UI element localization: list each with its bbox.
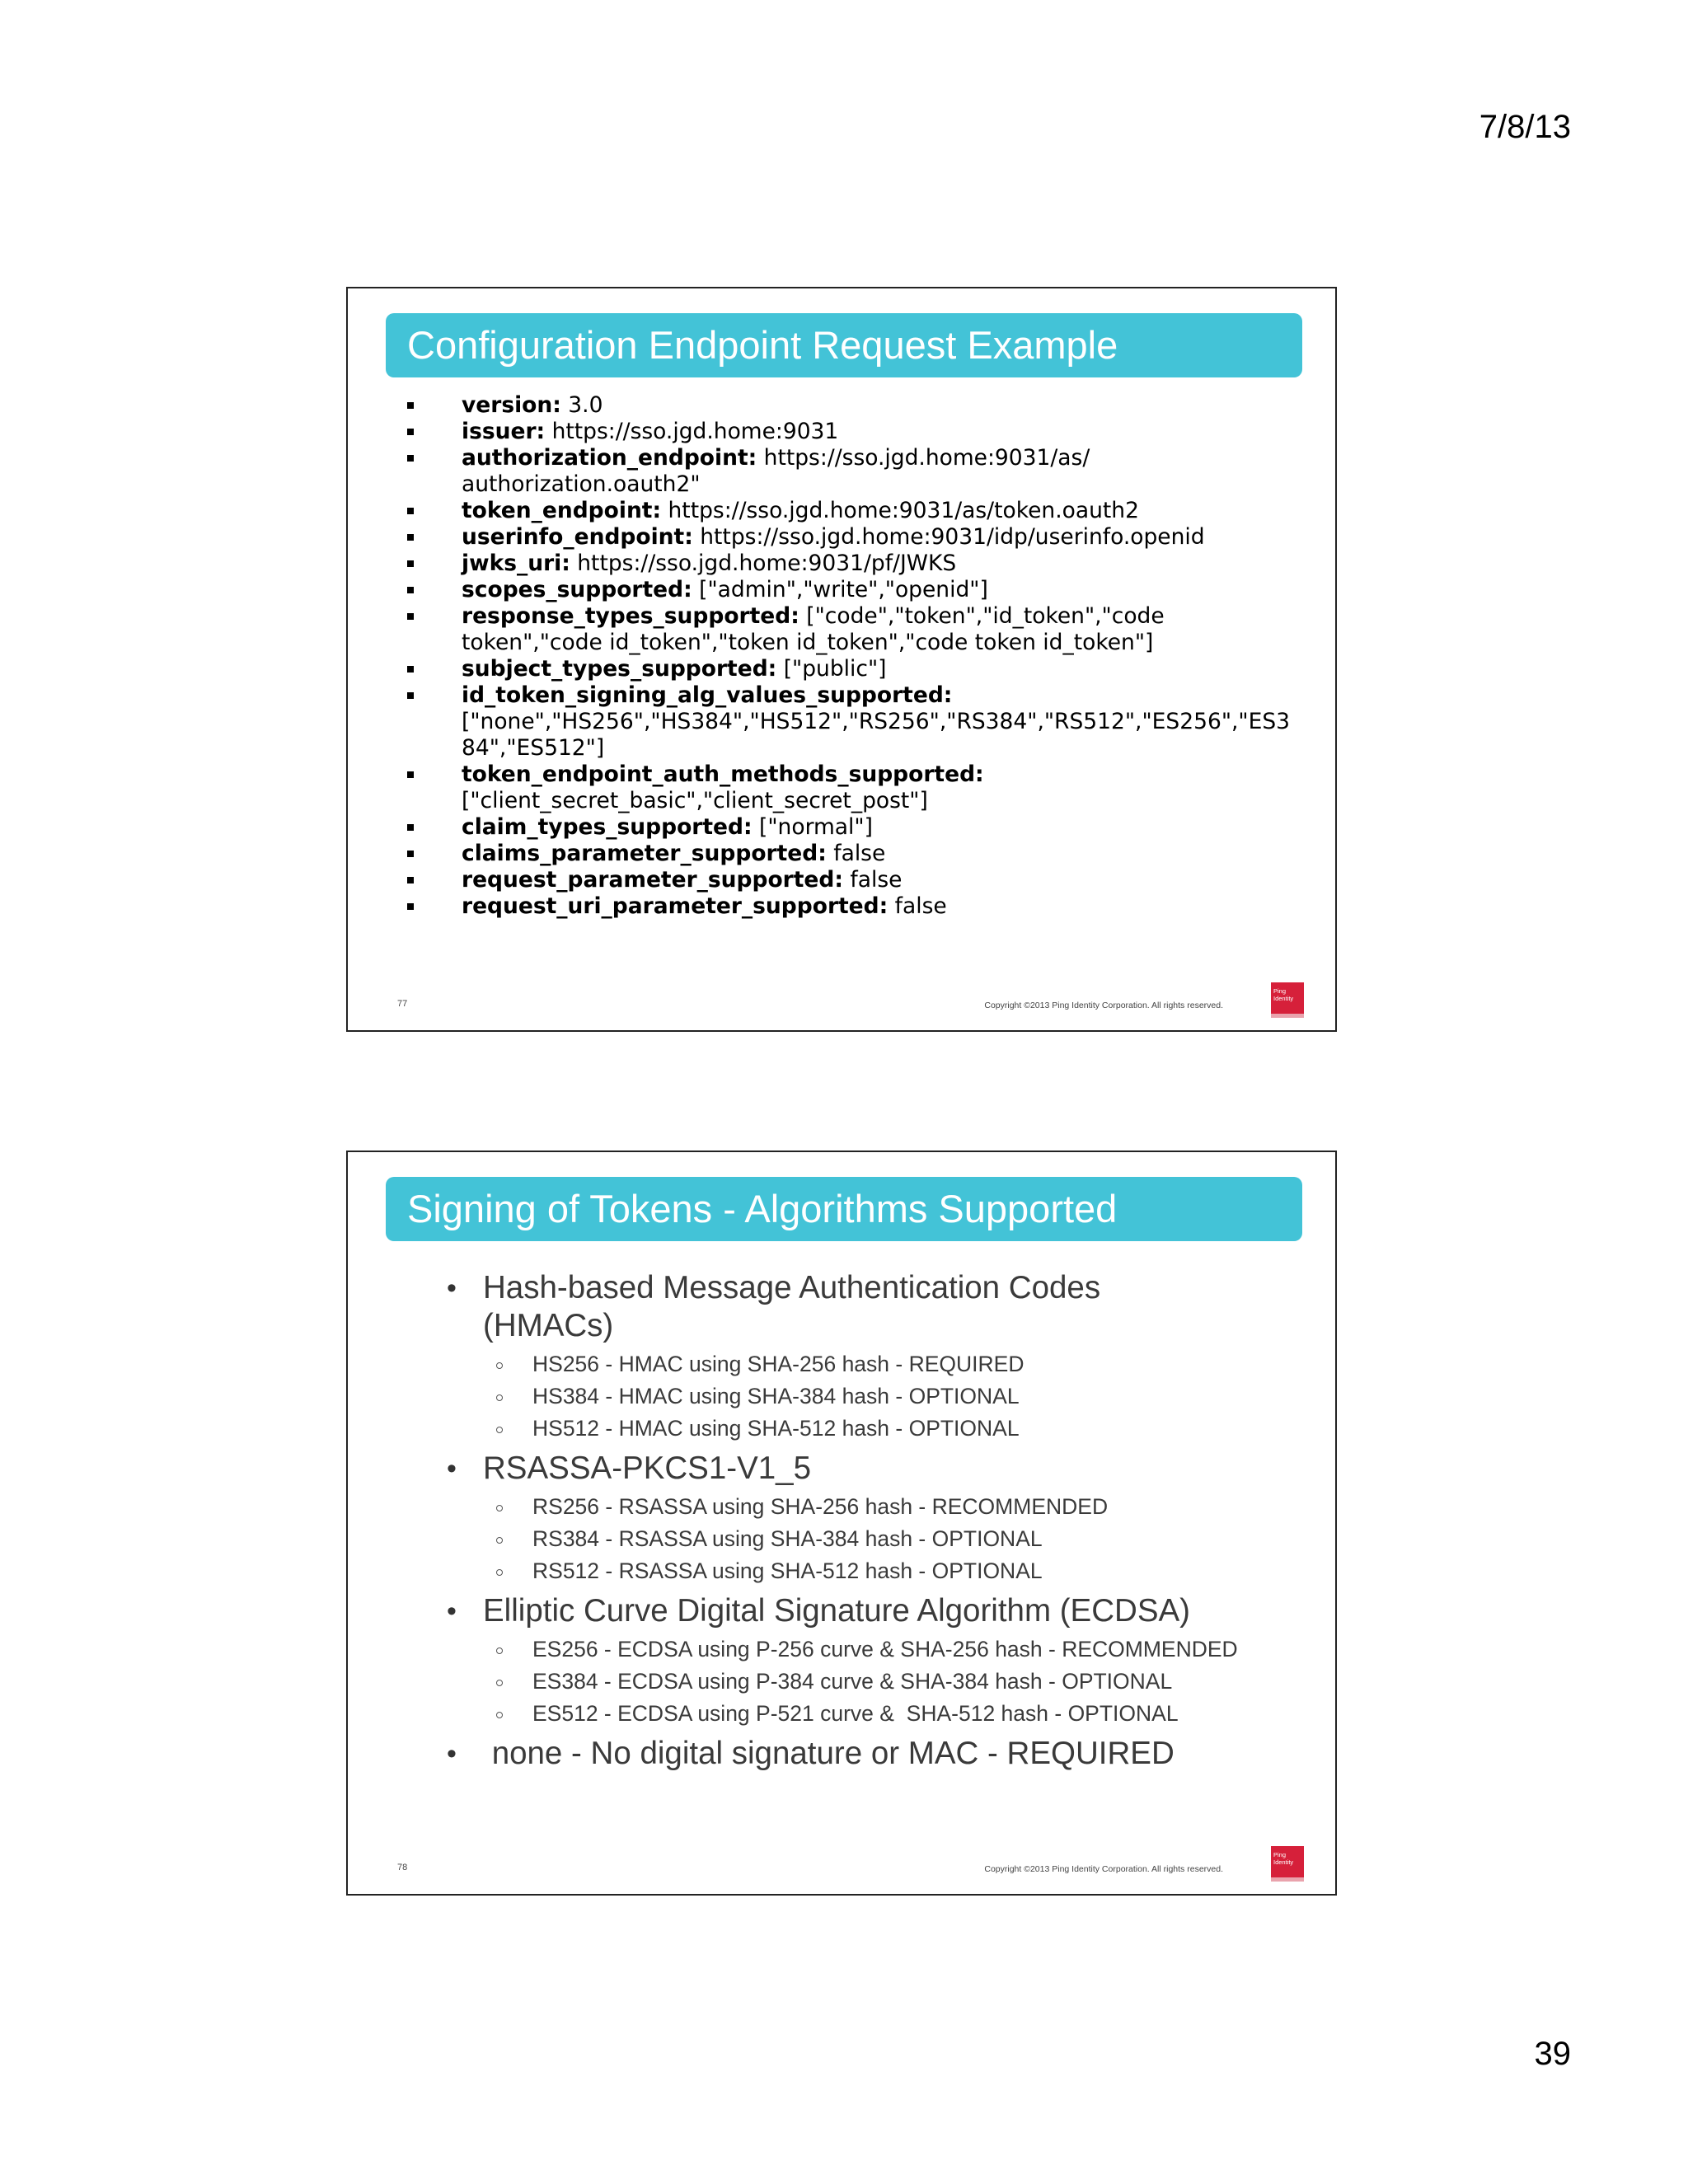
algorithm-item-text: ES384 - ECDSA using P-384 curve & SHA-384 hash - OPTIONAL [532, 1669, 1173, 1694]
config-field-item [407, 867, 1306, 893]
ping-identity-logo [1271, 982, 1304, 1014]
circle-bullet-icon [496, 1505, 503, 1511]
algorithm-item-text: HS512 - HMAC using SHA-512 hash - OPTIONAL [532, 1416, 1020, 1441]
algorithm-item [483, 1666, 1304, 1698]
config-field-key: request_uri_parameter_supported: [462, 893, 889, 919]
algorithm-item-text: RS256 - RSASSA using SHA-256 hash - RECOMMENDED [532, 1494, 1109, 1519]
circle-bullet-icon [496, 1647, 503, 1654]
algorithm-item [483, 1348, 1304, 1380]
config-field-key: response_types_supported: [462, 603, 799, 629]
bullet-icon: • [447, 1596, 457, 1627]
page-date: 7/8/13 [1479, 109, 1571, 145]
slide-signing-algorithms [346, 1151, 1337, 1896]
config-field-item [407, 603, 1306, 656]
circle-bullet-icon [496, 1427, 503, 1433]
logo-text-line2: Identity [1273, 1858, 1294, 1866]
algorithm-list [447, 1269, 1304, 1774]
config-field-item [407, 419, 1306, 445]
config-field-item [407, 893, 1306, 920]
config-field-key: claim_types_supported: [462, 814, 753, 840]
logo-reflection [1271, 1877, 1304, 1882]
algorithm-sublist [483, 1491, 1304, 1587]
square-bullet-icon [407, 771, 414, 778]
algorithm-item-text: HS256 - HMAC using SHA-256 hash - REQUIRED [532, 1352, 1025, 1376]
algorithm-item [483, 1380, 1304, 1413]
config-field-value: 84","ES512"] [462, 735, 605, 761]
square-bullet-icon [407, 903, 414, 910]
config-field-item [407, 682, 1306, 762]
slide-configuration-endpoint [346, 287, 1337, 1032]
square-bullet-icon [407, 587, 414, 593]
copyright-notice: Copyright ©2013 Ping Identity Corporation. All rights reserved. [984, 1001, 1223, 1010]
config-field-item [407, 498, 1306, 524]
square-bullet-icon [407, 666, 414, 673]
algorithm-group [447, 1735, 1304, 1773]
square-bullet-icon [407, 402, 414, 409]
square-bullet-icon [407, 508, 414, 514]
slide-number: 77 [397, 999, 408, 1009]
circle-bullet-icon [496, 1394, 503, 1401]
copyright-notice: Copyright ©2013 Ping Identity Corporation. All rights reserved. [984, 1864, 1223, 1874]
config-field-value: https://sso.jgd.home:9031/idp/userinfo.openid [700, 524, 1205, 550]
config-field-value: ["code","token","id_token","code [806, 603, 1165, 629]
config-field-value: https://sso.jgd.home:9031/as/ [763, 445, 1090, 471]
algorithm-item [483, 1413, 1304, 1445]
config-field-item [407, 577, 1306, 603]
config-field-key: request_parameter_supported: [462, 867, 843, 893]
config-field-value: ["public"] [783, 656, 887, 682]
algorithm-item-text: ES512 - ECDSA using P-521 curve & SHA-512 hash - OPTIONAL [532, 1701, 1179, 1726]
config-field-key: claims_parameter_supported: [462, 841, 827, 866]
algorithm-group [447, 1269, 1304, 1445]
slide-title: Signing of Tokens - Algorithms Supported [386, 1177, 1302, 1241]
config-field-key: token_endpoint: [462, 498, 662, 523]
circle-bullet-icon [496, 1569, 503, 1576]
config-field-value: ["none","HS256","HS384","HS512","RS256","RS384","RS512","ES256","ES3 [462, 709, 1291, 734]
config-field-item [407, 762, 1306, 814]
config-field-key: issuer: [462, 419, 546, 444]
algorithm-group-label: Hash-based Message Authentication Codes [483, 1270, 1101, 1305]
config-field-key: jwks_uri: [462, 551, 570, 576]
circle-bullet-icon [496, 1362, 503, 1369]
config-field-item [407, 392, 1306, 419]
square-bullet-icon [407, 455, 414, 462]
algorithm-sublist [483, 1633, 1304, 1730]
square-bullet-icon [407, 534, 414, 541]
algorithm-item [483, 1491, 1304, 1523]
config-field-key: version: [462, 392, 561, 418]
bullet-icon: • [447, 1272, 457, 1304]
config-field-value: 3.0 [568, 392, 603, 418]
algorithm-item-text: ES256 - ECDSA using P-256 curve & SHA-256 hash - RECOMMENDED [532, 1637, 1238, 1661]
config-field-key: token_endpoint_auth_methods_supported: [462, 762, 984, 787]
square-bullet-icon [407, 851, 414, 857]
circle-bullet-icon [496, 1680, 503, 1686]
algorithm-group-label: Elliptic Curve Digital Signature Algorithm (ECDSA) [483, 1593, 1190, 1629]
config-field-item [407, 814, 1306, 841]
config-field-key: authorization_endpoint: [462, 445, 757, 471]
algorithm-item-text: RS384 - RSASSA using SHA-384 hash - OPTIONAL [532, 1526, 1043, 1551]
algorithm-group-label: (HMACs) [483, 1308, 614, 1343]
config-field-item [407, 656, 1306, 682]
config-field-item [407, 551, 1306, 577]
config-field-key: userinfo_endpoint: [462, 524, 693, 550]
logo-text-line1: Ping [1273, 1851, 1287, 1858]
config-field-item [407, 841, 1306, 867]
algorithm-group [447, 1450, 1304, 1587]
config-field-value: https://sso.jgd.home:9031/as/token.oauth2 [668, 498, 1139, 523]
algorithm-sublist [483, 1348, 1304, 1445]
square-bullet-icon [407, 613, 414, 620]
algorithm-item [483, 1698, 1304, 1730]
config-field-value: https://sso.jgd.home:9031 [551, 419, 839, 444]
logo-text-line1: Ping [1273, 987, 1287, 995]
bullet-icon: • [447, 1453, 457, 1484]
algorithm-item [483, 1523, 1304, 1555]
logo-text-line2: Identity [1273, 995, 1294, 1002]
square-bullet-icon [407, 429, 414, 435]
config-field-key: id_token_signing_alg_values_supported: [462, 682, 953, 708]
config-field-value: false [833, 841, 886, 866]
config-field-value: authorization.oauth2" [462, 471, 701, 497]
config-field-value: ["client_secret_basic","client_secret_post"] [462, 788, 928, 813]
config-field-key: scopes_supported: [462, 577, 692, 602]
config-field-value: ["admin","write","openid"] [699, 577, 988, 602]
ping-identity-logo [1271, 1846, 1304, 1877]
config-field-value: false [894, 893, 947, 919]
algorithm-group [447, 1592, 1304, 1730]
square-bullet-icon [407, 877, 414, 883]
config-field-key: subject_types_supported: [462, 656, 777, 682]
config-field-item [407, 445, 1306, 498]
config-field-item [407, 524, 1306, 551]
config-field-value: https://sso.jgd.home:9031/pf/JWKS [577, 551, 957, 576]
page-number: 39 [1534, 2036, 1571, 2072]
circle-bullet-icon [496, 1712, 503, 1718]
algorithm-item-text: HS384 - HMAC using SHA-384 hash - OPTIONAL [532, 1384, 1020, 1408]
algorithm-item [483, 1555, 1304, 1587]
bullet-icon: • [447, 1738, 457, 1769]
algorithm-group-label: RSASSA-PKCS1-V1_5 [483, 1451, 812, 1486]
config-field-value: token","code id_token","token id_token","code token id_token"] [462, 630, 1154, 655]
square-bullet-icon [407, 560, 414, 567]
config-field-list [407, 392, 1306, 920]
square-bullet-icon [407, 692, 414, 699]
algorithm-group-label: none - No digital signature or MAC - REQUIRED [483, 1736, 1175, 1771]
algorithm-item [483, 1633, 1304, 1666]
algorithm-item-text: RS512 - RSASSA using SHA-512 hash - OPTIONAL [532, 1558, 1043, 1583]
config-field-value: ["normal"] [759, 814, 873, 840]
slide-number: 78 [397, 1863, 408, 1872]
circle-bullet-icon [496, 1537, 503, 1544]
config-field-value: false [850, 867, 903, 893]
square-bullet-icon [407, 824, 414, 831]
slide-title: Configuration Endpoint Request Example [386, 313, 1302, 377]
logo-reflection [1271, 1014, 1304, 1018]
